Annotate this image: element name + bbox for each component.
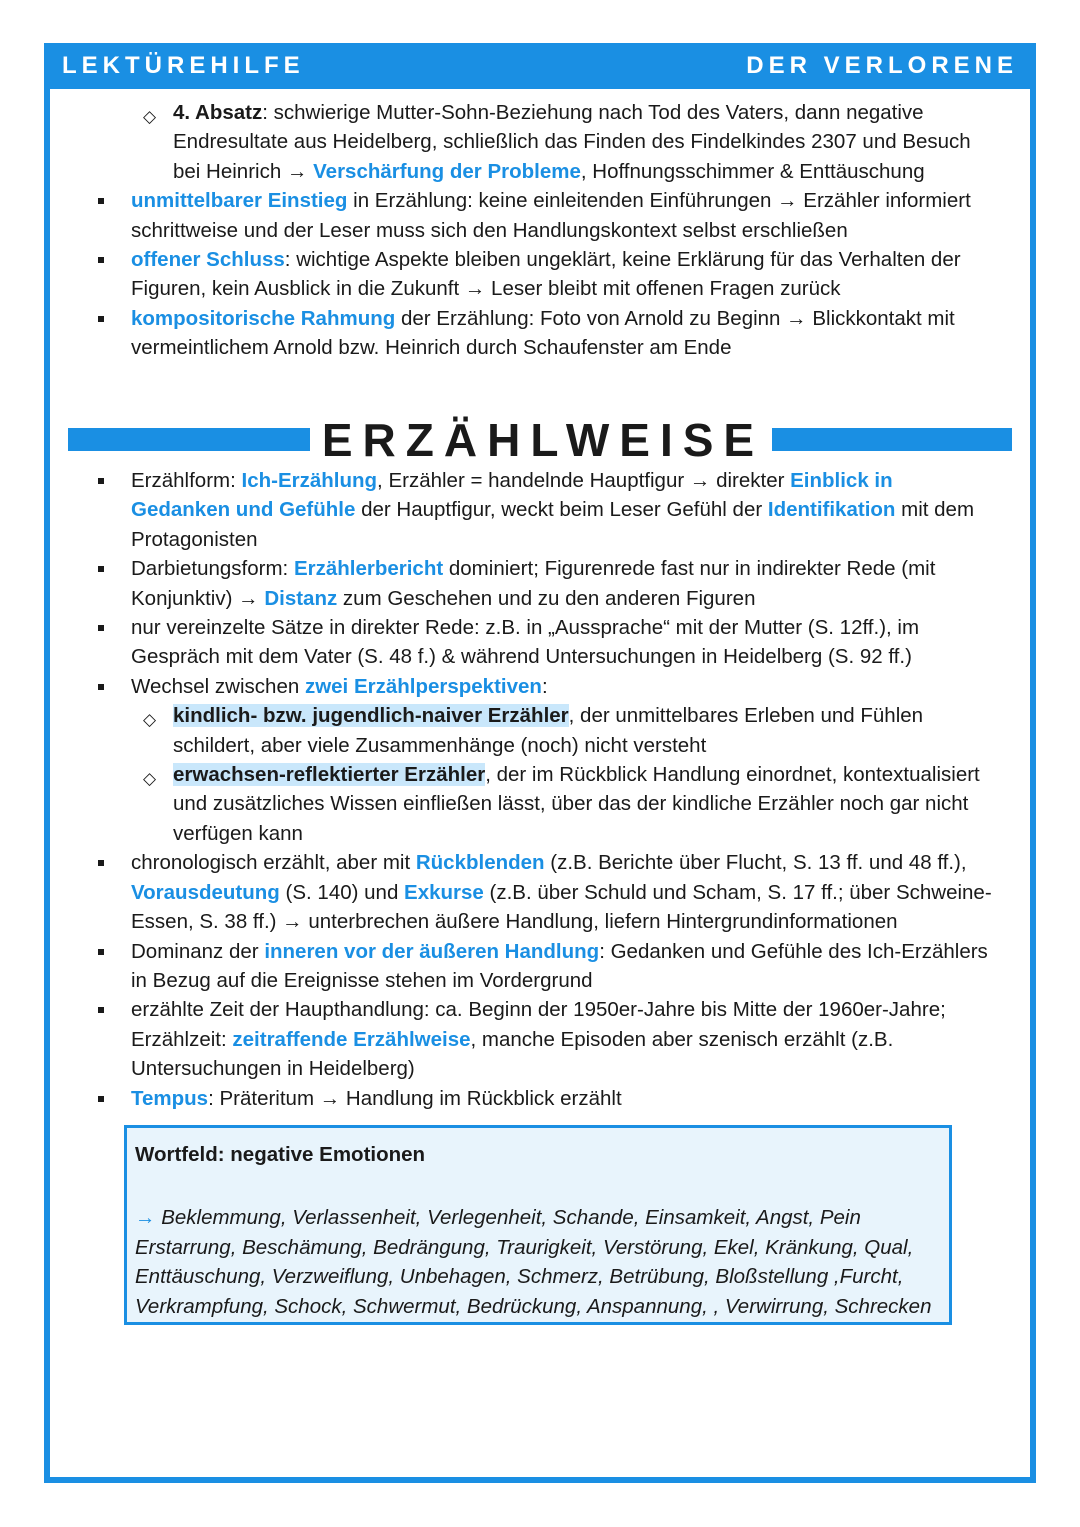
section-heading	[68, 414, 1012, 466]
list-item-rahmung: kompositorische Rahmung der Erzählung: Foto von Arnold zu Beginn → Blickkontakt mit vermeintlichem Arnold bzw. Heinrich durch Schaufenster am Ende	[96, 304, 1026, 363]
heading-bar-right	[772, 428, 1012, 451]
arrow-right-icon: →	[135, 1206, 156, 1230]
list-item-chronologisch: chronologisch erzählt, aber mit Rückblenden (z.B. Berichte über Flucht, S. 13 ff. und 48 ff.), Vorausdeutung (S. 140) und Exkurse (z.B. über Schuld und Scham, S. 17 ff.; über Schweine- Essen, S. 38 ff.) → unterbrechen äußere Handlung, liefern Hintergrundinformationen	[96, 848, 1026, 936]
section-content	[96, 466, 1026, 1113]
wortfeld-box	[124, 1125, 952, 1325]
list-item-erwachsen: ◇ erwachsen-reflektierter Erzähler, der im Rückblick Handlung einordnet, kontextualisiert und zusätzliches Wissen einfließen lässt, über das der kindliche Erzähler noch gar nicht verfügen kann	[143, 763, 980, 845]
page-header	[44, 43, 1036, 89]
diamond-bullet-icon: ◇	[143, 710, 157, 730]
header-right: DER VERLORENE	[746, 52, 1018, 79]
list-item-dominanz: Dominanz der inneren vor der äußeren Handlung: Gedanken und Gefühle des Ich-Erzählers in Bezug auf die Ereignisse stehen im Vordergrund	[96, 937, 1026, 996]
list-item-erzaehlform: Erzählform: Ich-Erzählung, Erzähler = handelnde Hauptfigur → direkter Einblick in Gedanken und Gefühle der Hauptfigur, weckt beim Leser Gefühl der Identifikation mit dem Protagonisten	[96, 466, 1026, 554]
list-item-absatz: ◇ 4. Absatz: schwierige Mutter-Sohn-Beziehung nach Tod des Vaters, dann negative Endresultate aus Heidelberg, schließlich das Finden des Findelkindes 2307 und Besuch bei Heinrich → Verschärfung der Probleme, Hoffnungsschimmer & Enttäuschung	[143, 101, 971, 183]
list-item-zeit: erzählte Zeit der Haupthandlung: ca. Beginn der 1950er-Jahre bis Mitte der 1960er-Jahre; Erzählzeit: zeitraffende Erzählweise, manche Episoden aber szenisch erzählt (z.B. Untersuchungen in Heidelberg)	[96, 995, 1026, 1083]
list-item-kindlich: ◇ kindlich- bzw. jugendlich-naiver Erzähler, der unmittelbares Erleben und Fühlen schildert, aber viele Zusammenhänge (noch) nicht versteht	[143, 704, 924, 757]
header-left: LEKTÜREHILFE	[62, 52, 305, 79]
list-item-tempus: Tempus: Präteritum → Handlung im Rückblick erzählt	[96, 1084, 1026, 1113]
diamond-bullet-icon: ◇	[143, 769, 157, 789]
section-title: ERZÄHLWEISE	[321, 414, 765, 466]
diamond-bullet-icon: ◇	[143, 107, 157, 126]
heading-bar-left	[68, 428, 310, 451]
wortfeld-title: Wortfeld: negative Emotionen	[135, 1143, 426, 1166]
list-item-darbietung: Darbietungsform: Erzählerbericht dominiert; Figurenrede fast nur in indirekter Rede (mit Konjunktiv) → Distanz zum Geschehen und zu den anderen Figuren	[96, 554, 1026, 613]
top-content	[96, 98, 1026, 363]
list-item-schluss: offener Schluss: wichtige Aspekte bleiben ungeklärt, keine Erklärung für das Verhalten der Figuren, kein Ausblick in die Zukunft → Leser bleibt mit offenen Fragen zurück	[96, 245, 1026, 304]
list-item-direkte-rede: nur vereinzelte Sätze in direkter Rede: z.B. in „Aussprache“ mit der Mutter (S. 12ff.), im Gespräch mit dem Vater (S. 48 f.) & während Untersuchungen in Heidelberg (S. 92 ff.)	[96, 613, 1026, 672]
list-item-wechsel: Wechsel zwischen zwei Erzählperspektiven:	[96, 672, 1026, 701]
list-item-einstieg: unmittelbarer Einstieg in Erzählung: keine einleitenden Einführungen → Erzähler informiert schrittweise und der Leser muss sich den Handlungskontext selbst erschließen	[96, 186, 1026, 245]
wortfeld-list: → Beklemmung, Verlassenheit, Verlegenheit, Schande, Einsamkeit, Angst, Pein Erstarrung, Beschämung, Bedrängung, Traurigkeit, Verstörung, Ekel, Kränkung, Qual, Enttäuschung, Verzweiflung, Unbehagen, Schmerz, Betrübung, Bloßstellung ,Furcht, Verkrampfung, Schock, Schwermut, Bedrückung, Anspannung, , Verwirrung, Schrecken	[135, 1206, 932, 1318]
